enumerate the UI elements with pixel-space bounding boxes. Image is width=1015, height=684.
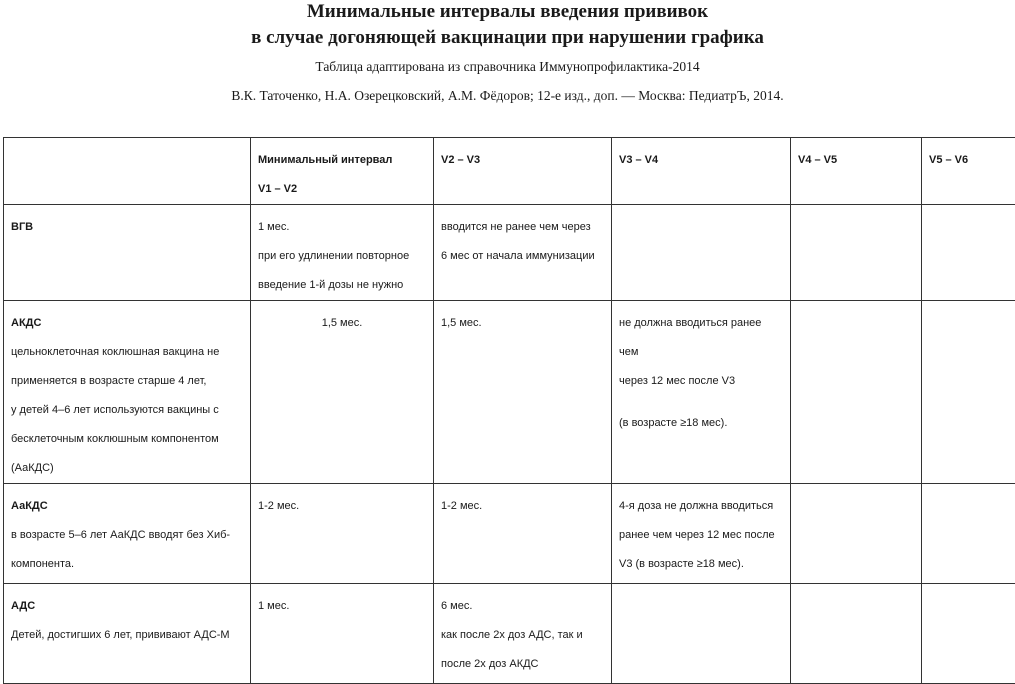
cell-text: не должна вводиться ранее чем xyxy=(619,309,783,367)
header-label: V2 – V3 xyxy=(441,146,604,175)
table-row xyxy=(4,205,1015,301)
interval-v1-v2-cell xyxy=(251,584,434,684)
header-cell-v5-v6 xyxy=(922,138,1015,205)
vaccine-cell xyxy=(4,205,251,301)
interval-v3-v4-cell xyxy=(612,484,791,584)
vaccine-name: ВГВ xyxy=(11,213,243,242)
interval-v4-v5-cell xyxy=(791,484,922,584)
header-cell-v1-v2 xyxy=(251,138,434,205)
table-row xyxy=(4,484,1015,584)
cell-text: 1,5 мес. xyxy=(441,309,604,338)
vaccine-cell xyxy=(4,584,251,684)
cell-text: 1-2 мес. xyxy=(441,492,604,521)
vaccine-note: цельноклеточная коклюшная вакцина не xyxy=(11,338,243,367)
document-citation: В.К. Таточенко, Н.А. Озерецковский, А.М. Фёдоров; 12-е изд., доп. — Москва: ПедиатрЪ, 2014. xyxy=(0,87,1015,105)
vaccine-name: АаКДС xyxy=(11,492,243,521)
header-label: V1 – V2 xyxy=(258,175,426,204)
interval-v1-v2-cell xyxy=(251,301,434,484)
cell-text: 1 мес. xyxy=(258,592,426,621)
cell-text: 4-я доза не должна вводиться xyxy=(619,492,783,521)
cell-text: как после 2х доз АДС, так и xyxy=(441,621,604,650)
interval-v1-v2-cell xyxy=(251,484,434,584)
cell-text: 6 мес от начала иммунизации xyxy=(441,242,604,271)
cell-text: вводится не ранее чем через xyxy=(441,213,604,242)
vaccine-cell xyxy=(4,484,251,584)
table-row xyxy=(4,584,1015,684)
document-title-line2: в случае догоняющей вакцинации при нарушении графика xyxy=(0,26,1015,50)
cell-text: введение 1-й дозы не нужно xyxy=(258,271,426,300)
interval-v2-v3-cell xyxy=(434,205,612,301)
interval-v3-v4-cell xyxy=(612,301,791,484)
interval-v5-v6-cell xyxy=(922,484,1015,584)
interval-v2-v3-cell xyxy=(434,584,612,684)
interval-v2-v3-cell xyxy=(434,301,612,484)
header-cell-v4-v5 xyxy=(791,138,922,205)
cell-text: V3 (в возрасте ≥18 мес). xyxy=(619,550,783,579)
cell-text: 1,5 мес. xyxy=(258,309,426,338)
cell-text: 1 мес. xyxy=(258,213,426,242)
vaccine-name: АКДС xyxy=(11,309,243,338)
vaccine-note: в возрасте 5–6 лет АаКДС вводят без Хиб- xyxy=(11,521,243,550)
cell-text: (в возрасте ≥18 мес). xyxy=(619,409,783,438)
interval-v4-v5-cell xyxy=(791,205,922,301)
interval-v3-v4-cell xyxy=(612,584,791,684)
vaccine-note: применяется в возрасте старше 4 лет, xyxy=(11,367,243,396)
interval-v5-v6-cell xyxy=(922,205,1015,301)
header-cell-v2-v3 xyxy=(434,138,612,205)
header-label: Минимальный интервал xyxy=(258,146,426,175)
interval-v3-v4-cell xyxy=(612,205,791,301)
interval-v4-v5-cell xyxy=(791,301,922,484)
vaccine-note: (АаКДС) xyxy=(11,454,243,483)
vaccine-name: АДС xyxy=(11,592,243,621)
cell-text: при его удлинении повторное xyxy=(258,242,426,271)
interval-v4-v5-cell xyxy=(791,584,922,684)
vaccine-note: Детей, достигших 6 лет, прививают АДС-М xyxy=(11,621,243,650)
cell-text: ранее чем через 12 мес после xyxy=(619,521,783,550)
header-label: V3 – V4 xyxy=(619,146,783,175)
header-cell-v3-v4 xyxy=(612,138,791,205)
cell-text: через 12 мес после V3 xyxy=(619,367,783,396)
vaccine-note: у детей 4–6 лет используются вакцины с xyxy=(11,396,243,425)
table-row xyxy=(4,301,1015,484)
header-cell-vaccine xyxy=(4,138,251,205)
vaccine-note: компонента. xyxy=(11,550,243,579)
table-header-row xyxy=(4,138,1015,205)
cell-text: 1-2 мес. xyxy=(258,492,426,521)
cell-text: после 2х доз АКДС xyxy=(441,650,604,679)
interval-v5-v6-cell xyxy=(922,301,1015,484)
cell-text: 6 мес. xyxy=(441,592,604,621)
interval-v5-v6-cell xyxy=(922,584,1015,684)
vaccine-cell xyxy=(4,301,251,484)
vaccination-intervals-table xyxy=(3,137,1015,684)
vaccine-note: бесклеточным коклюшным компонентом xyxy=(11,425,243,454)
header-label: V4 – V5 xyxy=(798,146,914,175)
interval-v1-v2-cell xyxy=(251,205,434,301)
document-title-line1: Минимальные интервалы введения прививок xyxy=(0,0,1015,24)
header-label: V5 – V6 xyxy=(929,146,1008,175)
interval-v2-v3-cell xyxy=(434,484,612,584)
document-subtitle: Таблица адаптирована из справочника Иммунопрофилактика-2014 xyxy=(0,58,1015,76)
